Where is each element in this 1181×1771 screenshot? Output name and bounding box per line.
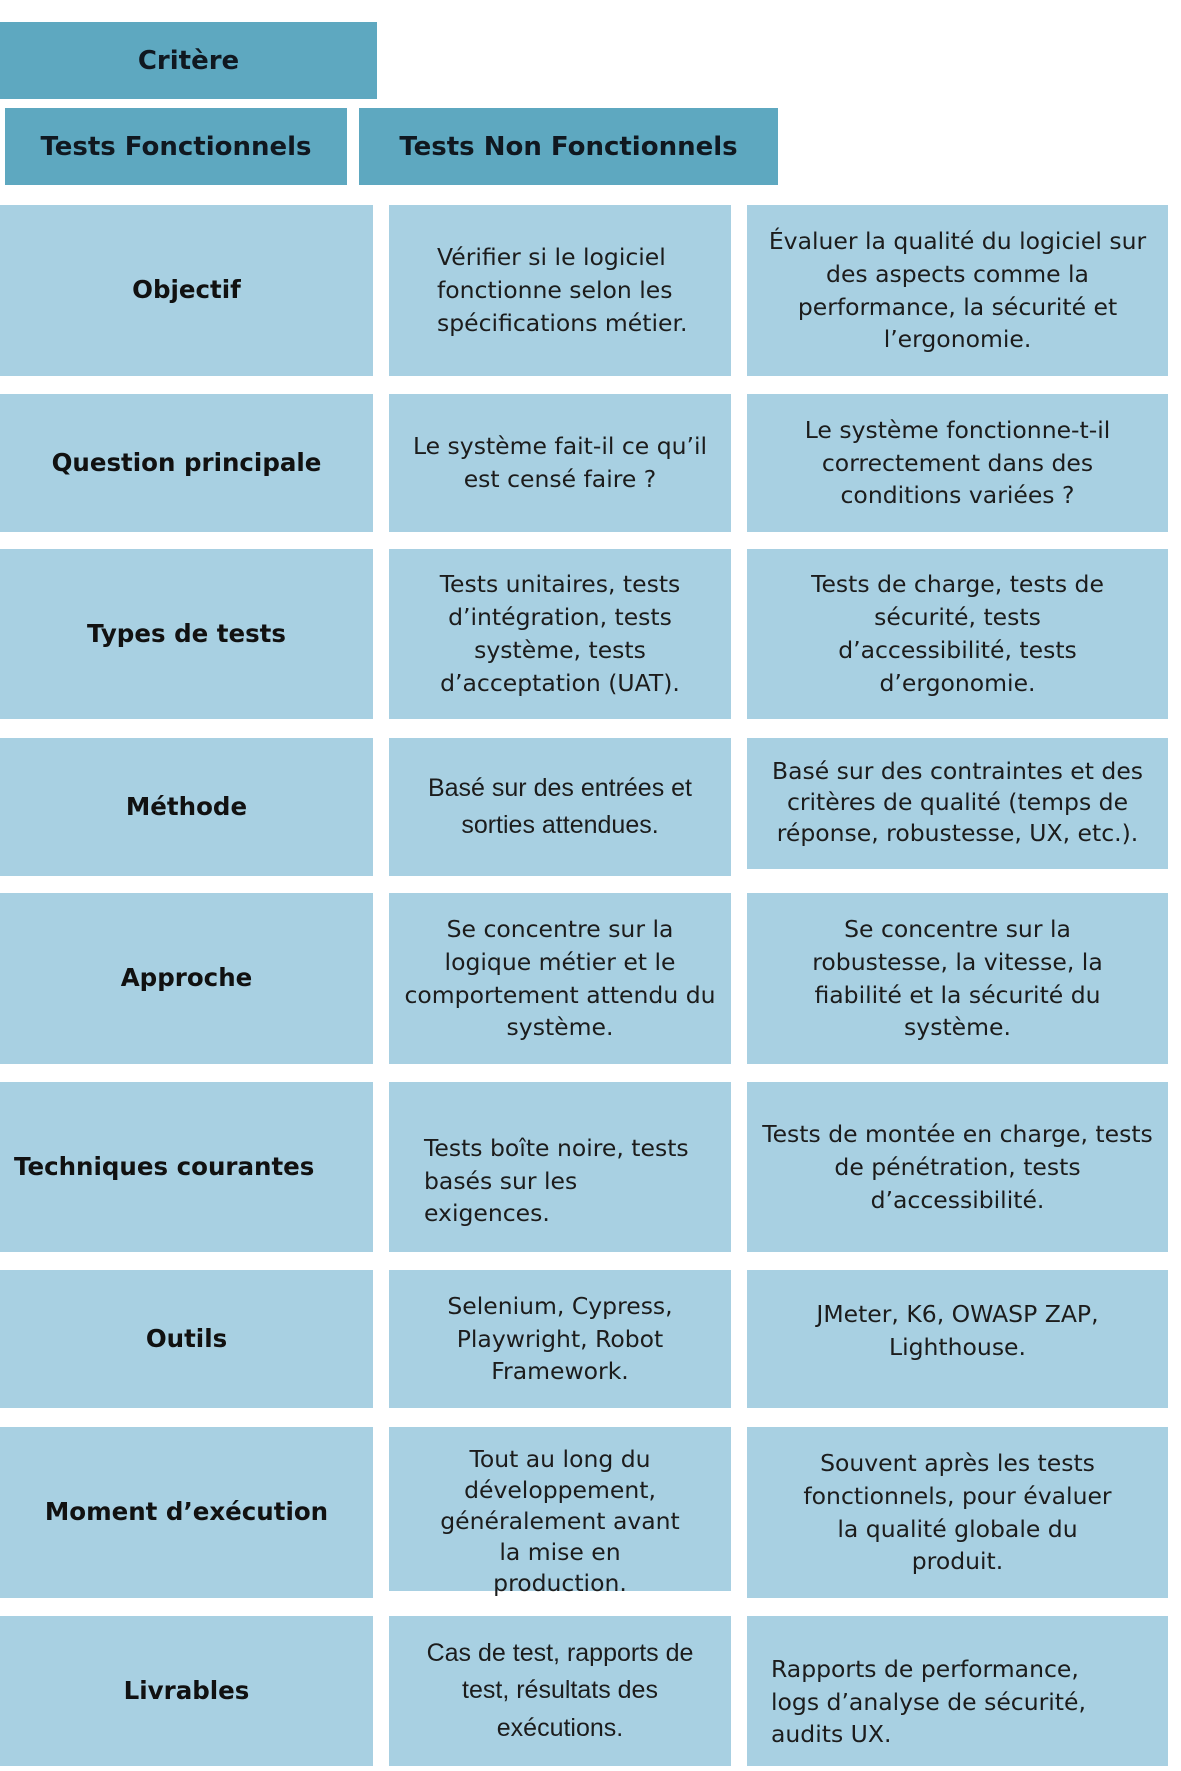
- functional-text: Tout au long du développement, généralement avant la mise en production.: [440, 1445, 680, 1598]
- non-functional-text: Le système fonctionne-t-il correctement dans des conditions variées ?: [804, 415, 1111, 510]
- functional-cell-livrables: [389, 1616, 731, 1766]
- criterion-cell-approche: [0, 893, 373, 1064]
- functional-text: Tests unitaires, tests d’intégration, tests système, tests d’acceptation (UAT).: [439, 570, 681, 697]
- header-criterion: [0, 22, 377, 99]
- non-functional-cell-livrables: [747, 1616, 1168, 1766]
- header-criterion-label: Critère: [137, 45, 240, 76]
- criterion-cell-moment: [0, 1427, 373, 1598]
- non-functional-cell-question: [747, 394, 1168, 532]
- non-functional-text: Évaluer la qualité du logiciel sur des aspects comme la performance, la sécurité et l’ergonomie.: [768, 226, 1147, 354]
- functional-text: Basé sur des entrées et sorties attendues.: [427, 773, 693, 839]
- functional-text: Selenium, Cypress, Playwright, Robot Framework.: [447, 1291, 673, 1386]
- criterion-cell-objectif: [0, 205, 373, 376]
- criterion-cell-question: [0, 394, 373, 532]
- header-functional: [5, 108, 347, 185]
- header-functional-label: Tests Fonctionnels: [40, 131, 312, 162]
- functional-cell-approche: [389, 893, 731, 1064]
- functional-cell-techniques: [389, 1082, 731, 1252]
- non-functional-cell-objectif: [747, 205, 1168, 376]
- criterion-label: Techniques courantes: [14, 1151, 315, 1181]
- criterion-label: Moment d’exécution: [44, 1497, 329, 1527]
- non-functional-text: Basé sur des contraintes et des critères de qualité (temps de réponse, robustesse, UX, etc.).: [771, 757, 1144, 848]
- criterion-label: Question principale: [51, 447, 322, 477]
- criterion-label: Outils: [145, 1323, 228, 1353]
- non-functional-cell-methode: [747, 738, 1168, 869]
- non-functional-cell-types: [747, 549, 1168, 719]
- non-functional-cell-moment: [747, 1427, 1168, 1598]
- functional-text: Cas de test, rapports de test, résultats des exécutions.: [426, 1638, 694, 1742]
- criterion-label: Livrables: [123, 1675, 250, 1705]
- non-functional-text: Rapports de performance, logs d’analyse de sécurité, audits UX.: [771, 1654, 1086, 1749]
- functional-text: Se concentre sur la logique métier et le comportement attendu du système.: [404, 914, 716, 1042]
- header-non-functional: [359, 108, 778, 185]
- functional-text: Le système fait-il ce qu’il est censé faire ?: [412, 432, 708, 493]
- criterion-cell-techniques: [0, 1082, 373, 1252]
- functional-cell-objectif: [389, 205, 731, 376]
- criterion-label: Méthode: [125, 791, 248, 821]
- non-functional-text: Souvent après les tests fonctionnels, pour évaluer la qualité globale du produit.: [803, 1448, 1112, 1576]
- criterion-label: Approche: [120, 963, 253, 993]
- criterion-label: Types de tests: [87, 618, 286, 648]
- criterion-label: Objectif: [132, 275, 241, 305]
- non-functional-text: Se concentre sur la robustesse, la vitesse, la fiabilité et la sécurité du système.: [812, 914, 1103, 1042]
- non-functional-cell-outils: [747, 1270, 1168, 1408]
- functional-cell-types: [389, 549, 731, 719]
- functional-cell-question: [389, 394, 731, 532]
- functional-text: Tests boîte noire, tests basés sur les exigences.: [424, 1133, 689, 1228]
- functional-cell-outils: [389, 1270, 731, 1408]
- functional-text: Vérifier si le logiciel fonctionne selon les spécifications métier.: [437, 243, 688, 337]
- criterion-cell-types: [0, 549, 373, 719]
- functional-cell-methode: [389, 738, 731, 876]
- criterion-cell-methode: [0, 738, 373, 876]
- non-functional-cell-techniques: [747, 1082, 1168, 1252]
- criterion-cell-livrables: [0, 1616, 373, 1766]
- non-functional-text: JMeter, K6, OWASP ZAP, Lighthouse.: [816, 1300, 1099, 1361]
- non-functional-text: Tests de montée en charge, tests de pénétration, tests d’accessibilité.: [762, 1120, 1153, 1214]
- criterion-cell-outils: [0, 1270, 373, 1408]
- functional-cell-moment: [389, 1427, 731, 1598]
- header-non-functional-label: Tests Non Fonctionnels: [399, 131, 738, 162]
- non-functional-text: Tests de charge, tests de sécurité, tests d’accessibilité, tests d’ergonomie.: [811, 570, 1104, 697]
- non-functional-cell-approche: [747, 893, 1168, 1064]
